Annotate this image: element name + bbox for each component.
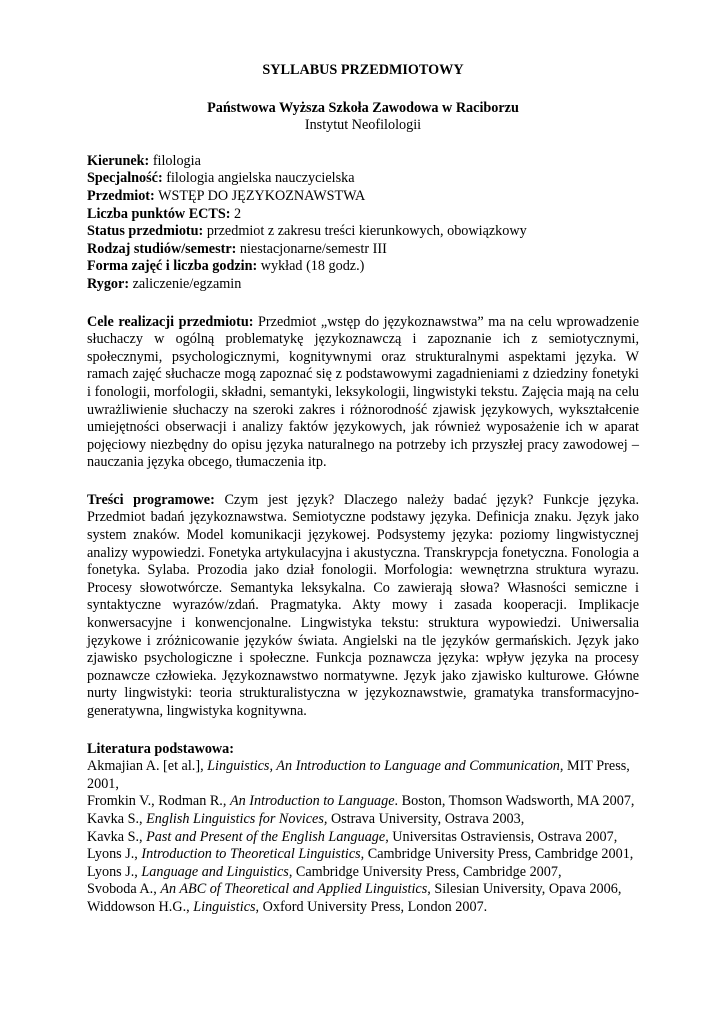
info-label: Przedmiot:: [87, 187, 155, 204]
lit-publisher: , Oxford University Press, London 2007.: [255, 898, 488, 915]
info-value: filologia angielska nauczycielska: [166, 170, 355, 187]
info-label: Rodzaj studiów/semestr:: [87, 240, 237, 257]
info-label: Forma zajęć i liczba godzin:: [87, 258, 258, 275]
lit-title: English Linguistics for Novices,: [146, 810, 328, 827]
program-text: Czym jest język? Dlaczego należy badać język? Funkcje języka. Przedmiot badań językoznawstwa. Semiotyczne podstawy języka. Definicja znaku. Język jako system znaków. Model komunikacji językowej. Podsystemy języka: poziomy lingwistycznej analizy wypowiedzi. Fonetyka artykulacyjna i akustyczna. Transkrypcja fonetyczna. Fonologia a fonetyka. Sylaba. Prozodia jako dział fonologii. Morfologia: wewnętrzna struktura wyrazu. Procesy słowotwórcze. Semantyka leksykalna. Co zawierają słowa? Własności semiczne i syntaktyczne wyrazów/zdań. Pragmatyka. Akty mowy i zasada kooperacji. Implikacje konwersacyjne i konwencjonalne. Lingwistyka tekstu: struktura wypowiedzi. Uniwersalia językowe i zróżnicowanie języków świata. Angielski na tle języków germańskich. Język jako zjawisko psychologiczne i społeczne. Funkcja poznawcza języka: wpływ języka na procesy poznawcze człowieka. Językoznawstwo normatywne. Język jako zjawisko kulturowe. Główne nurty lingwistyki: teoria strukturalistyczna w językoznawstwie, gramatyka transformacyjno-generatywna, lingwistyka kognitywna.: [87, 491, 639, 719]
literature-item: [87, 846, 639, 864]
info-row-status: [87, 223, 639, 241]
goals-section: [87, 314, 639, 472]
literature-item: [87, 811, 639, 829]
literature-item: [87, 864, 639, 882]
lit-publisher: , Universitas Ostraviensis, Ostrava 2007,: [385, 828, 618, 845]
info-row-kierunek: [87, 153, 639, 171]
lit-title: Introduction to Theoretical Linguistics: [141, 846, 361, 863]
lit-author: Lyons J.,: [87, 863, 142, 880]
lit-publisher: , MIT Press, 2001,: [87, 758, 630, 792]
course-info: [87, 153, 639, 294]
lit-title: An ABC of Theoretical and Applied Linguistics: [160, 881, 428, 898]
lit-publisher: Ostrava University, Ostrava 2003,: [327, 810, 525, 827]
info-row-forma: [87, 258, 639, 276]
literature-label: [87, 741, 639, 759]
lit-author: Akmajian A. [et al.],: [87, 758, 208, 775]
lit-title: Language and Linguistics: [141, 863, 289, 880]
lit-publisher: , Cambridge University Press, Cambridge 2001,: [360, 846, 634, 863]
lit-publisher: , Cambridge University Press, Cambridge 2007,: [288, 863, 562, 880]
program-label: Treści programowe:: [87, 491, 215, 508]
lit-title: Linguistics, An Introduction to Language and Communication: [207, 758, 560, 775]
info-value: 2: [234, 205, 242, 222]
lit-author: Kavka S.,: [87, 810, 147, 827]
info-value: przedmiot z zakresu treści kierunkowych, obowiązkowy: [206, 223, 527, 240]
school-name: Państwowa Wyższa Szkoła Zawodowa w Raciborzu: [207, 99, 519, 116]
lit-author: Fromkin V., Rodman R.,: [87, 793, 230, 810]
document-content: [87, 62, 639, 917]
goals-label: Cele realizacji przedmiotu:: [87, 313, 254, 330]
info-row-specjalnosc: [87, 170, 639, 188]
info-value: niestacjonarne/semestr III: [239, 240, 387, 257]
lit-title: An Introduction to Language: [229, 793, 395, 810]
info-value: wykład (18 godz.): [260, 258, 365, 275]
literature-item: [87, 899, 639, 917]
lit-author: Kavka S.,: [87, 828, 147, 845]
lit-author: Svoboda A.,: [87, 881, 161, 898]
info-row-przedmiot: [87, 188, 639, 206]
institute-name: Instytut Neofilologii: [304, 117, 422, 134]
program-section: [87, 492, 639, 721]
literature-heading: Literatura podstawowa:: [87, 740, 234, 757]
document-title: SYLLABUS PRZEDMIOTOWY: [262, 62, 464, 78]
lit-author: Lyons J.,: [87, 846, 142, 863]
info-label: Status przedmiotu:: [87, 223, 204, 240]
lit-publisher: , Silesian University, Opava 2006,: [427, 881, 622, 898]
goals-text: Przedmiot „wstęp do językoznawstwa” ma na celu wprowadzenie słuchaczy w ogólną problematykę językoznawczą i zapoznanie ich z semiotycznymi, społecznymi, psychologicznymi, kognitywnymi oraz strukturalnymi aspektami języka. W ramach zajęć słuchacze mogą zapoznać się z podstawowymi zagadnieniami z dziedziny fonetyki i fonologii, morfologii, składni, semantyki, leksykologii, lingwistyki tekstu. Zajęcia mają na celu uwrażliwienie słuchaczy na szeroki zakres i różnorodność zjawisk językowych, wykształcenie umiejętności obserwacji i analizy faktów językowych, jak również wyposażenie ich w aparat pojęciowy niezbędny do opisu języka naturalnego na potrzeby ich przyszłej pracy zawodowej – nauczania języka obcego, tłumaczenia itp.: [87, 313, 640, 471]
info-row-rodzaj: [87, 241, 639, 259]
literature-item: [87, 881, 639, 899]
lit-publisher: . Boston, Thomson Wadsworth, MA 2007,: [394, 793, 635, 810]
literature-item: [87, 793, 639, 811]
info-value: zaliczenie/egzamin: [132, 275, 242, 292]
lit-title: Past and Present of the English Language: [146, 828, 386, 845]
info-label: Specjalność:: [87, 170, 163, 187]
info-label: Liczba punktów ECTS:: [87, 205, 231, 222]
info-value: filologia: [152, 152, 201, 169]
info-value: WSTĘP DO JĘZYKOZNAWSTWA: [158, 187, 366, 204]
lit-title: Linguistics: [193, 898, 256, 915]
info-label: Rygor:: [87, 275, 130, 292]
info-row-ects: [87, 206, 639, 224]
literature-section: [87, 741, 639, 917]
info-label: Kierunek:: [87, 152, 150, 169]
lit-author: Widdowson H.G.,: [87, 898, 194, 915]
literature-item: [87, 758, 639, 793]
literature-item: [87, 829, 639, 847]
info-row-rygor: [87, 276, 639, 294]
